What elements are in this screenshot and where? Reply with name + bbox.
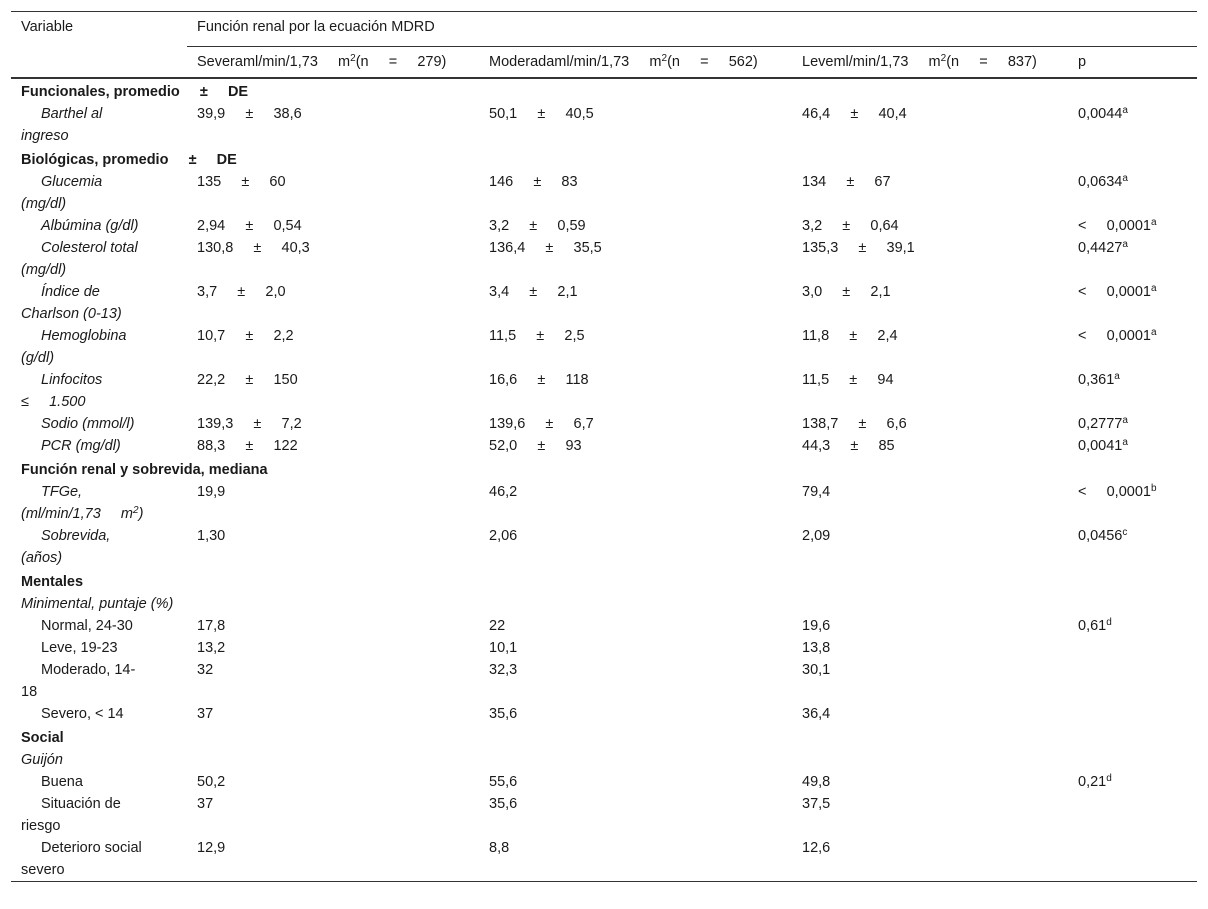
p-value: < 0,0001$^b$ xyxy=(1078,483,1157,500)
p-footnote: a xyxy=(1150,327,1157,338)
value-moderada: 32,3 xyxy=(489,662,518,678)
results-table xyxy=(11,11,1197,882)
row-label-line1: Albúmina (g/dl) xyxy=(41,218,139,234)
value-leve: 46,4 ± 40,4 xyxy=(802,106,907,122)
row-label-line1: Moderado, 14- xyxy=(41,662,136,678)
p-footnote: a xyxy=(1122,239,1128,250)
section-title: Funcionales, promedio ± DE xyxy=(21,84,249,100)
row-label xyxy=(11,413,187,435)
row-label-line2: severo xyxy=(21,862,65,878)
p-value: 0,0634$^a$ xyxy=(1078,173,1128,190)
value-moderada: 10,1 xyxy=(489,640,518,656)
value-severa: 1,30 xyxy=(197,528,226,544)
row-label-line2: ≤ 1.500 xyxy=(21,394,86,410)
results-table-container xyxy=(11,11,1197,882)
value-leve: 11,5 ± 94 xyxy=(802,372,894,388)
row-label-line1: Índice de xyxy=(41,284,100,300)
p-footnote: a xyxy=(1150,283,1157,294)
table-row xyxy=(11,103,1197,147)
row-label-line1: Severo, < 14 xyxy=(41,706,124,722)
table-row xyxy=(11,793,1197,837)
p-footnote: c xyxy=(1122,527,1128,538)
table-row xyxy=(11,771,1197,793)
value-moderada: 22 xyxy=(489,618,506,634)
row-label xyxy=(11,481,187,525)
p-value xyxy=(1068,793,1197,837)
value-severa: 50,2 xyxy=(197,774,226,790)
value-moderada: 16,6 ± 118 xyxy=(489,372,589,388)
table-row xyxy=(11,525,1197,569)
row-label-line1: Deterioro social xyxy=(41,840,142,856)
value-moderada: 3,4 ± 2,1 xyxy=(489,284,578,300)
row-label-line1: Colesterol total xyxy=(41,240,138,256)
p-value xyxy=(1068,703,1197,725)
row-label xyxy=(11,637,187,659)
p-value: 0,361$^a$ xyxy=(1078,371,1120,388)
p-footnote: d xyxy=(1106,617,1112,628)
value-severa: 37 xyxy=(197,796,214,812)
value-leve: 30,1 xyxy=(802,662,831,678)
p-footnote: a xyxy=(1122,105,1128,116)
row-label xyxy=(11,237,187,281)
table-row xyxy=(11,281,1197,325)
value-severa: 10,7 ± 2,2 xyxy=(197,328,294,344)
value-leve: 44,3 ± 85 xyxy=(802,438,895,454)
value-leve: 19,6 xyxy=(802,618,831,634)
value-moderada: 11,5 ± 2,5 xyxy=(489,328,585,344)
p-value: < 0,0001$^a$ xyxy=(1078,217,1157,234)
row-label-sup: 2 xyxy=(133,505,139,516)
p-footnote: d xyxy=(1106,773,1112,784)
value-severa: 17,8 xyxy=(197,618,226,634)
p-value: < 0,0001$^a$ xyxy=(1078,283,1157,300)
p-value: < 0,0001$^a$ xyxy=(1078,327,1157,344)
p-value: 0,0044$^a$ xyxy=(1078,105,1128,122)
p-value: 0,2777$^a$ xyxy=(1078,415,1128,432)
value-leve: 49,8 xyxy=(802,774,831,790)
row-label-line1: Sobrevida, xyxy=(41,528,111,544)
p-value: 0,0041$^a$ xyxy=(1078,437,1128,454)
col-header-moderada: Moderadaml/min/1,73 $m^2(n$ = 562) xyxy=(489,53,758,70)
row-label-line2: (mg/dl) xyxy=(21,262,67,278)
value-moderada: 2,06 xyxy=(489,528,518,544)
value-leve: 138,7 ± 6,6 xyxy=(802,416,907,432)
value-severa: 13,2 xyxy=(197,640,226,656)
row-label-line1: Barthel al xyxy=(41,106,103,122)
variable-header: Variable xyxy=(21,19,74,35)
row-label-line2: Charlson (0-13) xyxy=(21,306,122,322)
table-row xyxy=(11,237,1197,281)
value-severa: 3,7 ± 2,0 xyxy=(197,284,286,300)
row-label-line2: 18 xyxy=(21,684,38,700)
value-leve: 3,0 ± 2,1 xyxy=(802,284,891,300)
p-footnote: a xyxy=(1150,217,1157,228)
p-value: 0,0456$^c$ xyxy=(1078,527,1128,544)
value-moderada: 35,6 xyxy=(489,706,518,722)
value-severa: 135 ± 60 xyxy=(197,174,286,190)
value-moderada: 146 ± 83 xyxy=(489,174,578,190)
value-moderada: 136,4 ± 35,5 xyxy=(489,240,602,256)
row-label-line1: Linfocitos xyxy=(41,372,103,388)
value-severa: 2,94 ± 0,54 xyxy=(197,218,302,234)
p-value: 0,61$^d$ xyxy=(1078,617,1112,634)
p-value xyxy=(1068,637,1197,659)
section-title: Biológicas, promedio ± DE xyxy=(21,152,237,168)
row-label-line1: Glucemia xyxy=(41,174,103,190)
row-label xyxy=(11,659,187,703)
value-severa: 130,8 ± 40,3 xyxy=(197,240,310,256)
value-severa: 12,9 xyxy=(197,840,226,856)
row-label xyxy=(11,837,187,882)
row-label-line1: PCR (mg/dl) xyxy=(41,438,121,454)
value-moderada: 52,0 ± 93 xyxy=(489,438,582,454)
subsection-title-minimental: Minimental, puntaje (%) xyxy=(21,596,174,612)
value-moderada: 3,2 ± 0,59 xyxy=(489,218,586,234)
section-title: Función renal y sobrevida, mediana xyxy=(21,462,268,478)
row-label xyxy=(11,369,187,413)
p-footnote: a xyxy=(1122,173,1128,184)
p-footnote: a xyxy=(1122,415,1128,426)
row-label xyxy=(11,171,187,215)
row-label-line1: Situación de xyxy=(41,796,121,812)
row-label-line2: (g/dl) xyxy=(21,350,55,366)
row-label xyxy=(11,793,187,837)
value-severa: 37 xyxy=(197,706,214,722)
table-row xyxy=(11,703,1197,725)
table-row xyxy=(11,215,1197,237)
row-label xyxy=(11,103,187,147)
section-title-mentales: Mentales xyxy=(21,574,84,590)
value-leve: 12,6 xyxy=(802,840,831,856)
row-label xyxy=(11,771,187,793)
subsection-title-guijon: Guijón xyxy=(21,752,63,768)
row-label xyxy=(11,615,187,637)
value-severa: 19,9 xyxy=(197,484,226,500)
row-label-line2: (mg/dl) xyxy=(21,196,67,212)
value-severa: 39,9 ± 38,6 xyxy=(197,106,302,122)
table-row xyxy=(11,171,1197,215)
p-value xyxy=(1068,659,1197,703)
p-footnote: a xyxy=(1122,437,1128,448)
row-label-line1: Hemoglobina xyxy=(41,328,127,344)
row-label-line1: Sodio (mmol/l) xyxy=(41,416,135,432)
row-label xyxy=(11,325,187,369)
row-label xyxy=(11,525,187,569)
row-label-line2: (ml/min/1,73 m xyxy=(21,506,133,522)
value-moderada: 35,6 xyxy=(489,796,518,812)
row-label xyxy=(11,703,187,725)
table-row xyxy=(11,369,1197,413)
p-value xyxy=(1068,837,1197,882)
mdrd-group-header: Función renal por la ecuación MDRD xyxy=(187,12,1197,47)
value-leve: 36,4 xyxy=(802,706,831,722)
row-label-line2: riesgo xyxy=(21,818,61,834)
p-footnote: a xyxy=(1114,371,1120,382)
table-row xyxy=(11,615,1197,637)
value-moderada: 55,6 xyxy=(489,774,518,790)
row-label-line2: (años) xyxy=(21,550,63,566)
row-label-line1: Leve, 19-23 xyxy=(41,640,118,656)
p-value: 0,4427$^a$ xyxy=(1078,239,1128,256)
row-label xyxy=(11,281,187,325)
row-label-line2: ingreso xyxy=(21,128,69,144)
value-moderada: 46,2 xyxy=(489,484,518,500)
value-leve: 13,8 xyxy=(802,640,831,656)
section-title-social: Social xyxy=(21,730,64,746)
p-footnote: b xyxy=(1150,483,1157,494)
value-leve: 134 ± 67 xyxy=(802,174,891,190)
col-header-p: p xyxy=(1078,54,1087,70)
value-moderada: 8,8 xyxy=(489,840,510,856)
value-leve: 135,3 ± 39,1 xyxy=(802,240,915,256)
p-value: 0,21$^d$ xyxy=(1078,773,1112,790)
row-label xyxy=(11,435,187,457)
value-leve: 3,2 ± 0,64 xyxy=(802,218,899,234)
variable-header-spacer xyxy=(11,47,187,79)
value-moderada: 139,6 ± 6,7 xyxy=(489,416,594,432)
value-leve: 37,5 xyxy=(802,796,831,812)
row-label-line1: TFGe, xyxy=(41,484,83,500)
col-header-severa: Severaml/min/1,73 $m^2(n$ = 279) xyxy=(197,53,447,70)
table-row xyxy=(11,837,1197,882)
table-row xyxy=(11,481,1197,525)
value-leve: 11,8 ± 2,4 xyxy=(802,328,898,344)
row-label-line1: Normal, 24-30 xyxy=(41,618,133,634)
table-row xyxy=(11,435,1197,457)
value-leve: 2,09 xyxy=(802,528,831,544)
col-header-leve: Leveml/min/1,73 $m^2(n$ = 837) xyxy=(802,53,1037,70)
value-severa: 139,3 ± 7,2 xyxy=(197,416,302,432)
value-moderada: 50,1 ± 40,5 xyxy=(489,106,594,122)
value-severa: 32 xyxy=(197,662,214,678)
table-row xyxy=(11,637,1197,659)
table-row xyxy=(11,325,1197,369)
row-label-line1: Buena xyxy=(41,774,83,790)
value-severa: 22,2 ± 150 xyxy=(197,372,298,388)
value-severa: 88,3 ± 122 xyxy=(197,438,298,454)
table-row xyxy=(11,659,1197,703)
value-leve: 79,4 xyxy=(802,484,831,500)
table-row xyxy=(11,413,1197,435)
row-label xyxy=(11,215,187,237)
row-label-end: ) xyxy=(138,506,144,522)
